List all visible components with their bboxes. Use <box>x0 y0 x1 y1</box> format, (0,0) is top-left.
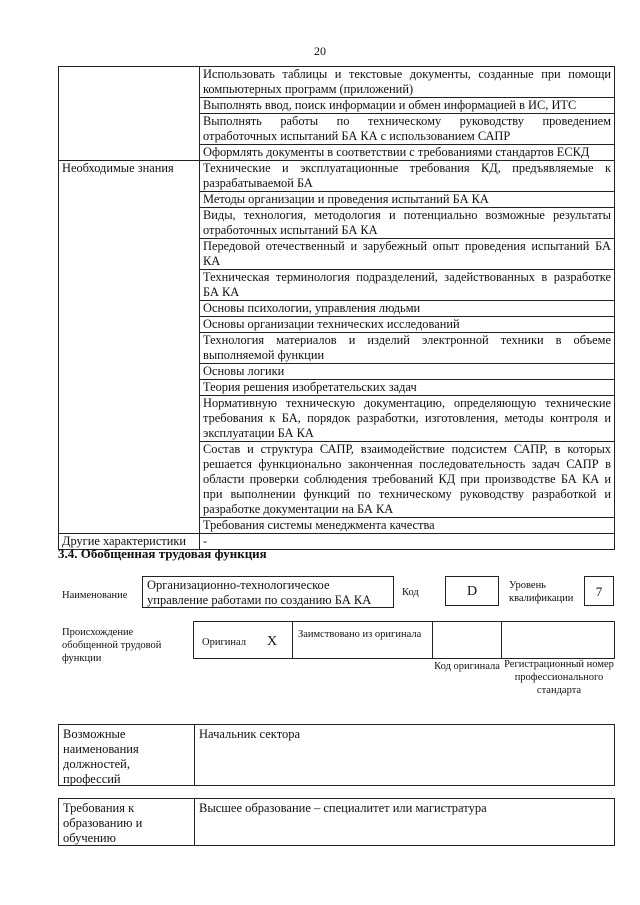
education-value: Высшее образование – специалитет или магистратура <box>199 801 487 815</box>
origin-label: Происхождение обобщенной трудовой функции <box>62 627 162 664</box>
table-row <box>59 67 615 98</box>
code-label: Код <box>402 587 419 598</box>
knowledge-item: Методы организации и проведения испытаний БА КА <box>200 192 615 208</box>
page-number: 20 <box>314 44 326 58</box>
requirements-table <box>58 66 615 550</box>
knowledge-item: Состав и структура САПР, взаимодействие подсистем САПР, в которых решается функционально законченная последовательность задач САПР в области проверки соблюдения требований КД при производстве БА КА и при выполнении функций по техническому руководству разработкой и разработке документации на БА КА <box>200 442 615 518</box>
knowledge-item: Передовой отечественный и зарубежный опыт проведения испытаний БА КА <box>200 239 615 270</box>
education-block <box>58 798 615 846</box>
skill-item: Выполнять работы по техническому руководству проведением отработочных испытаний БА КА с использованием САПР <box>200 114 615 145</box>
knowledge-item: Требования системы менеджмента качества <box>200 518 615 534</box>
reg-caption: Регистрационный номер профессионального стандарта <box>504 659 614 696</box>
positions-block <box>58 724 615 786</box>
original-label: Оригинал <box>202 637 246 648</box>
code-caption: Код оригинала <box>434 661 500 672</box>
function-name: Организационно-технологическое управление работами по созданию БА КА <box>142 576 394 608</box>
function-code: D <box>445 576 499 606</box>
level-value: 7 <box>584 576 614 606</box>
knowledge-item: Нормативную техническую документацию, определяющую технические требования к БА, порядок разработки, изготовления, методы контроля и эксплуатации БА КА <box>200 396 615 442</box>
skill-item: Оформлять документы в соответствии с требованиями стандартов ЕСКД <box>200 145 615 161</box>
level-label: Уровень квалификации <box>509 580 574 604</box>
borrowed-label: Заимствовано из оригинала <box>298 629 422 640</box>
positions-label: Возможные наименования должностей, профессий <box>59 725 195 785</box>
skills-label-cell <box>59 67 200 161</box>
knowledge-item: Технические и эксплуатационные требования КД, предъявляемые к разрабатываемой БА <box>200 161 615 192</box>
original-mark: X <box>267 634 278 649</box>
divider <box>432 622 433 658</box>
table-row <box>59 161 615 192</box>
other-label: Другие характеристики <box>59 534 200 550</box>
knowledge-item: Теория решения изобретательских задач <box>200 380 615 396</box>
skill-item: Выполнять ввод, поиск информации и обмен информацией в ИС, ИТС <box>200 98 615 114</box>
education-label: Требования к образованию и обучению <box>59 799 195 845</box>
knowledge-item: Технология материалов и изделий электронной техники в объеме выполняемой функции <box>200 333 615 364</box>
skill-item: Использовать таблицы и текстовые документы, созданные при помощи компьютерных программ (приложений) <box>200 67 615 98</box>
other-value: - <box>200 534 615 550</box>
section-title: 3.4. Обобщенная трудовая функция <box>58 546 267 561</box>
divider <box>292 622 293 658</box>
knowledge-item: Основы психологии, управления людьми <box>200 301 615 317</box>
knowledge-item: Основы логики <box>200 364 615 380</box>
knowledge-label: Необходимые знания <box>59 161 200 534</box>
knowledge-item: Основы организации технических исследований <box>200 317 615 333</box>
positions-value: Начальник сектора <box>199 727 301 741</box>
origin-row <box>193 621 615 659</box>
divider <box>501 622 502 658</box>
knowledge-item: Виды, технология, методология и потенциально возможные результаты отработочных испытаний БА КА <box>200 208 615 239</box>
name-label: Наименование <box>62 590 128 601</box>
knowledge-item: Техническая терминология подразделений, задействованных в разработке БА КА <box>200 270 615 301</box>
